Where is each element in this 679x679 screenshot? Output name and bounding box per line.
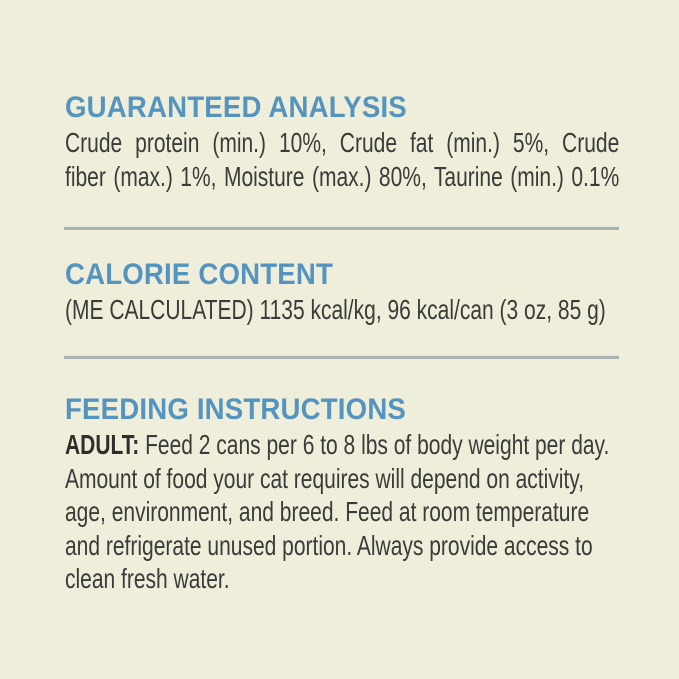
guaranteed-analysis-heading-text: GUARANTEED ANALYSIS <box>65 91 407 124</box>
guaranteed-analysis-body <box>65 126 619 193</box>
section-calorie-content <box>65 257 619 327</box>
feeding-instructions-line-2: Amount of food your cat requires will depend on activity, <box>65 462 585 494</box>
adult-age-group-label: ADULT: <box>65 429 140 460</box>
section-guaranteed-analysis <box>65 90 619 193</box>
calorie-content-heading <box>65 257 619 293</box>
feeding-instructions-heading-text: FEEDING INSTRUCTIONS <box>65 393 407 426</box>
feeding-instructions-line-5: clean fresh water. <box>65 563 230 594</box>
feeding-instructions-line-1 <box>65 428 619 462</box>
feeding-instructions-heading <box>65 392 619 428</box>
calorie-content-heading-text: CALORIE CONTENT <box>65 258 334 291</box>
feeding-instructions-line-1-text: Feed 2 cans per 6 to 8 lbs of body weight per day. <box>145 429 610 460</box>
guaranteed-analysis-heading <box>65 90 619 126</box>
calorie-content-body <box>65 293 619 327</box>
guaranteed-analysis-line-2: fiber (max.) 1%, Moisture (max.) 80%, Taurine (min.) 0.1% <box>65 160 620 192</box>
feeding-instructions-body <box>65 428 619 596</box>
feeding-instructions-line-4: and refrigerate unused portion. Always provide access to <box>65 529 593 561</box>
calorie-content-line: (ME CALCULATED) 1135 kcal/kg, 96 kcal/can (3 oz, 85 g) <box>65 294 606 325</box>
section-divider <box>64 356 619 359</box>
guaranteed-analysis-line-1: Crude protein (min.) 10%, Crude fat (min.) 5%, Crude <box>65 127 620 158</box>
section-divider <box>64 227 619 230</box>
section-feeding-instructions <box>65 392 619 596</box>
feeding-instructions-line-3: age, environment, and breed. Feed at room temperature <box>65 496 590 527</box>
